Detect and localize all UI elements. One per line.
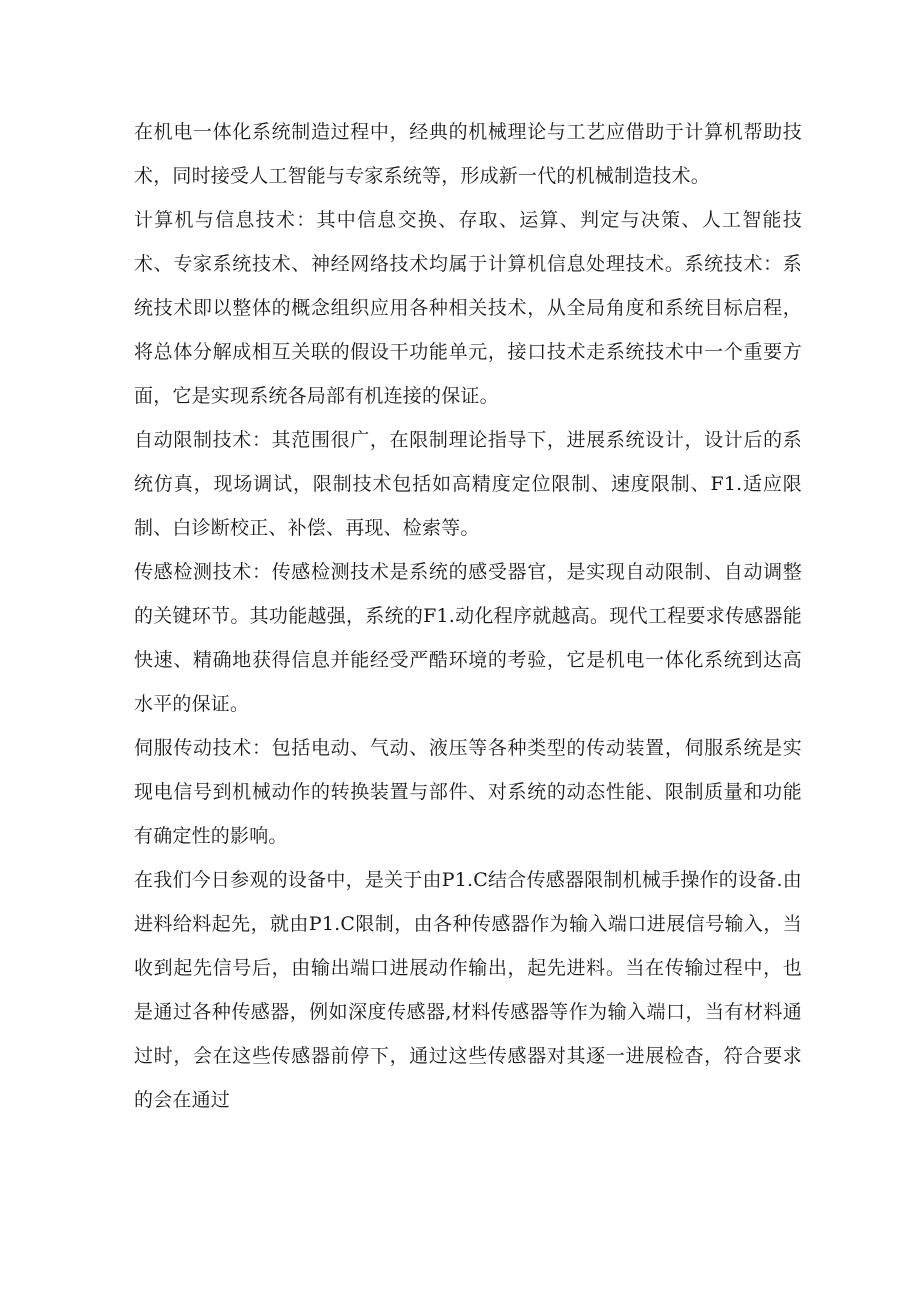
paragraph-equipment-visit: 在我们今日参观的设备中，是关于由P1.C结合传感器限制机械手操作的设备.由进料给料起先，就由P1.C限制，由各种传感器作为输入端口进展信号输入，当收到起先信号后，由输出端口进展动作输出，起先进料。当在传输过程中，也是通过各种传感器，例如深度传感器,材料传感器等作为输入端口，当有材料通过时，会在这些传感器前停下，通过这些传感器对其逐一进展检杳，符合要求的会在通过 — [134, 869, 802, 1111]
paragraph-automatic-control-technology: 自动限制技术：其范围很广，在限制理论指导下，进展系统设计，设计后的系统仿真，现场调试，限制技术包括如高精度定位限制、速度限制、F1.适应限制、白诊断校正、补偿、再现、检索等。 — [134, 429, 802, 539]
paragraph-sensing-detection-technology: 传感检测技术：传感检测技术是系统的感受器官，是实现自动限制、自动调整的关键环节。其功能越强，系统的F1.动化程序就越高。现代工程要求传感器能快速、精确地获得信息并能经受严酷环境的考验，它是机电一体化系统到达高水平的保证。 — [134, 561, 802, 715]
paragraph-mechanical-manufacturing: 在机电一体化系统制造过程中，经典的机械理论与工艺应借助于计算机帮助技术，同时接受人工智能与专家系统等，形成新一代的机械制造技术。 — [134, 121, 802, 187]
paragraph-servo-drive-technology: 伺服传动技术：包括电动、气动、液压等各种类型的传动装置，伺服系统是实现电信号到机械动作的转换装置与部件、对系统的动态性能、限制质量和功能有确定性的影响。 — [134, 737, 802, 847]
paragraph-computer-information-technology: 计算机与信息技术：其中信息交换、存取、运算、判定与决策、人工智能技术、专家系统技术、神经网络技术均属于计算机信息处理技术。系统技术：系统技术即以整体的概念组织应用各种相关技术，从全局角度和系统目标启程，将总体分解成相互关联的假设干功能单元，接口技术走系统技术中一个重要方面，它是实现系统各局部有机连接的保证。 — [134, 209, 802, 407]
document-body — [134, 110, 802, 1122]
